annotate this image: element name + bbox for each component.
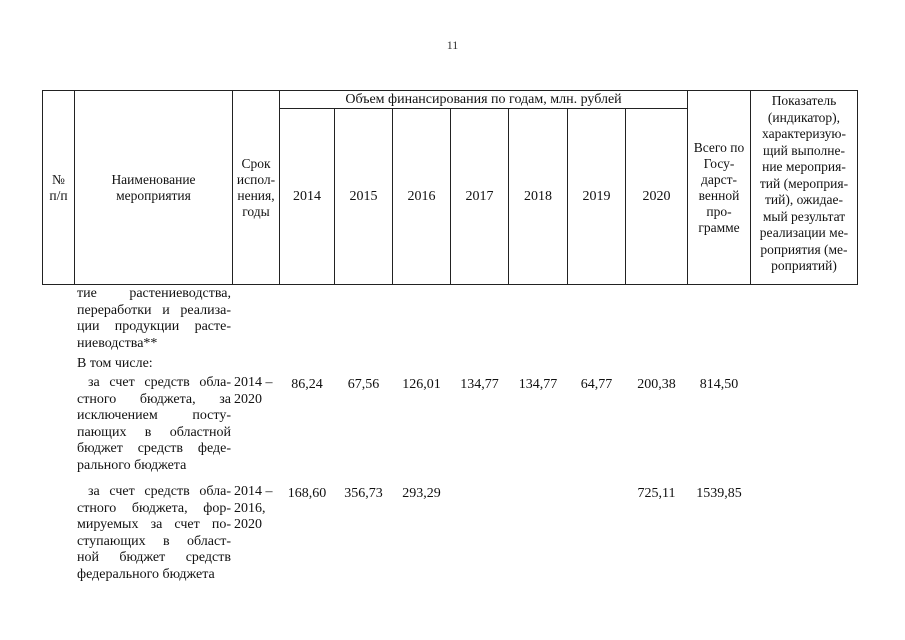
row-name: за счет средств обла- (88, 484, 231, 499)
value-2020: 725,11 (637, 486, 676, 501)
value-2016: 293,29 (402, 486, 441, 501)
header-year-2018: 2018 (524, 188, 552, 204)
row-name-cont: стного бюджета, за исключением посту- пающих в областной бюджет средств феде- рального бюджета (77, 391, 231, 473)
value-2014: 86,24 (291, 377, 323, 392)
row-term: 2014 – 2016, 2020 (234, 484, 273, 533)
header-indicator: Показатель (индикатор), характеризую- щий выполне- ние мероприя- тий (мероприя- тий), ожидае- мый результат реализации ме- роприятия (ме- роприятий) (759, 93, 849, 273)
header-term: Срок испол- нения, годы (236, 155, 276, 219)
value-2017: 134,77 (460, 377, 499, 392)
value-2019: 64,77 (580, 377, 613, 392)
page-number: 11 (446, 38, 459, 52)
continuation-text: тие растениеводства, переработки и реализа- ции продукции расте- ниеводства** (77, 286, 231, 351)
header-number: № п/п (49, 171, 68, 203)
value-2014: 168,60 (287, 486, 327, 501)
header-name: Наименование мероприятия (111, 171, 196, 203)
value-2018: 134,77 (518, 377, 558, 392)
row-name-cont: стного бюджета, фор- мируемых за счет по- ступающих в област- ной бюджет средств федерального бюджета (77, 500, 231, 582)
header-year-2015: 2015 (349, 188, 378, 204)
header-year-2019: 2019 (582, 188, 611, 204)
value-total: 814,50 (699, 377, 739, 392)
value-2015: 67,56 (347, 377, 380, 392)
header-year-2017: 2017 (465, 188, 494, 204)
header-year-2014: 2014 (293, 188, 321, 204)
header-year-2020: 2020 (642, 188, 671, 204)
row-name: за счет средств обла- (88, 375, 231, 390)
header-financing-title: Объем финансирования по годам, млн. рублей (345, 91, 622, 107)
subheading: В том числе: (77, 356, 153, 371)
value-2016: 126,01 (402, 377, 441, 392)
header-total: Всего по Госу- дарст- венной про- грамме (693, 139, 745, 235)
header-year-2016: 2016 (407, 188, 436, 204)
value-total: 1539,85 (696, 486, 742, 501)
value-2020: 200,38 (637, 377, 676, 392)
row-term: 2014 – 2020 (234, 375, 273, 407)
value-2015: 356,73 (344, 486, 383, 501)
